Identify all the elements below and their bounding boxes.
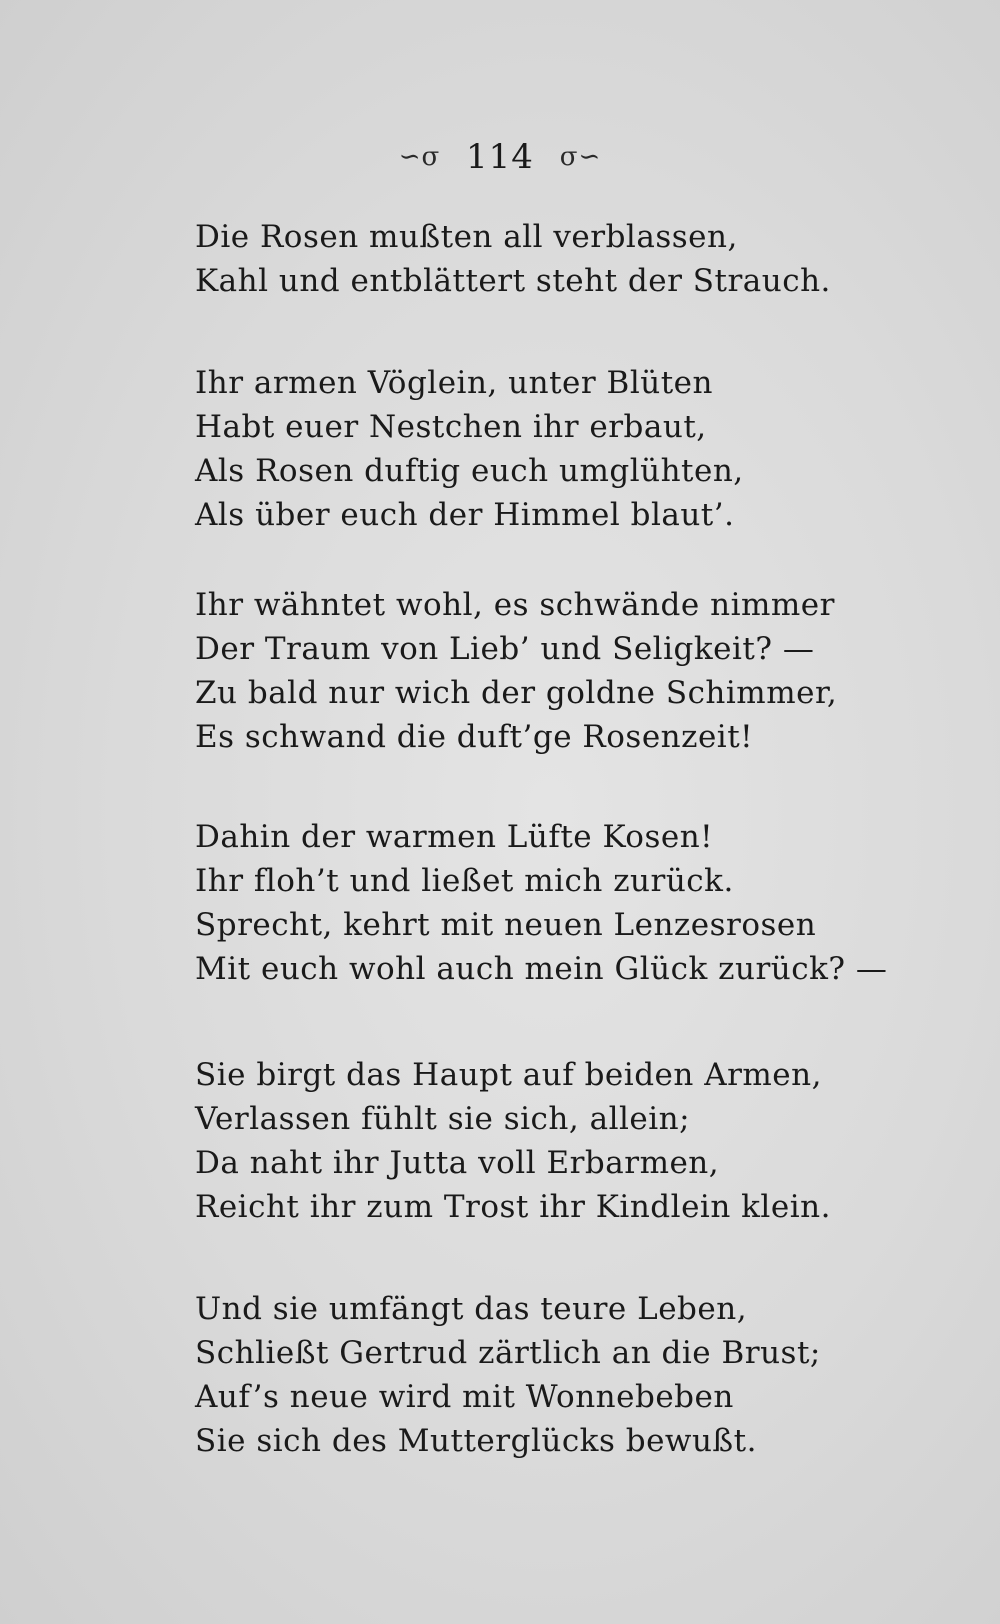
page-header: [0, 130, 1000, 182]
poem-line: Der Traum von Lieb’ und Seligkeit? —: [195, 631, 815, 667]
poem-body: [195, 215, 955, 1463]
poem-line: Zu bald nur wich der goldne Schimmer,: [195, 675, 838, 711]
poem-line: Schließt Gertrud zärtlich an die Brust;: [195, 1335, 821, 1371]
poem-line: Sie sich des Mutterglücks bewußt.: [195, 1423, 757, 1459]
poem-line: Da naht ihr Jutta voll Erbarmen,: [195, 1145, 720, 1181]
ornament-left-icon: ∽σ: [398, 142, 441, 172]
page-number: 114: [466, 137, 534, 177]
poem-line: Ihr wähntet wohl, es schwände nimmer: [195, 587, 835, 623]
stanza: [195, 361, 955, 537]
stanza: [195, 1053, 955, 1229]
stanza: [195, 1287, 955, 1463]
poem-line: Es schwand die duft’ge Rosenzeit!: [195, 719, 754, 755]
stanza: [195, 815, 955, 991]
poem-line: Als Rosen duftig euch umglühten,: [195, 453, 744, 489]
poem-line: Ihr floh’t und ließet mich zurück.: [195, 863, 734, 899]
poem-line: Sie birgt das Haupt auf beiden Armen,: [195, 1057, 822, 1093]
poem-line: Reicht ihr zum Trost ihr Kindlein klein.: [195, 1189, 831, 1225]
stanza: [195, 583, 955, 759]
poem-line: Dahin der warmen Lüfte Kosen!: [195, 819, 714, 855]
poem-line: Die Rosen mußten all verblassen,: [195, 219, 738, 255]
stanza: [195, 215, 955, 303]
poem-line: Als über euch der Himmel blaut’.: [195, 497, 735, 533]
poem-line: Auf’s neue wird mit Wonnebeben: [195, 1379, 734, 1415]
poem-line: Und sie umfängt das teure Leben,: [195, 1291, 748, 1327]
poem-line: Habt euer Nestchen ihr erbaut,: [195, 409, 707, 445]
poem-line: Sprecht, kehrt mit neuen Lenzesrosen: [195, 907, 817, 943]
poem-line: Ihr armen Vöglein, unter Blüten: [195, 365, 713, 401]
poem-line: Verlassen fühlt sie sich, allein;: [195, 1101, 691, 1137]
poem-line: Kahl und entblättert steht der Strauch.: [195, 263, 831, 299]
poem-line: Mit euch wohl auch mein Glück zurück? —: [195, 951, 888, 987]
ornament-right-icon: σ∽: [559, 142, 602, 172]
